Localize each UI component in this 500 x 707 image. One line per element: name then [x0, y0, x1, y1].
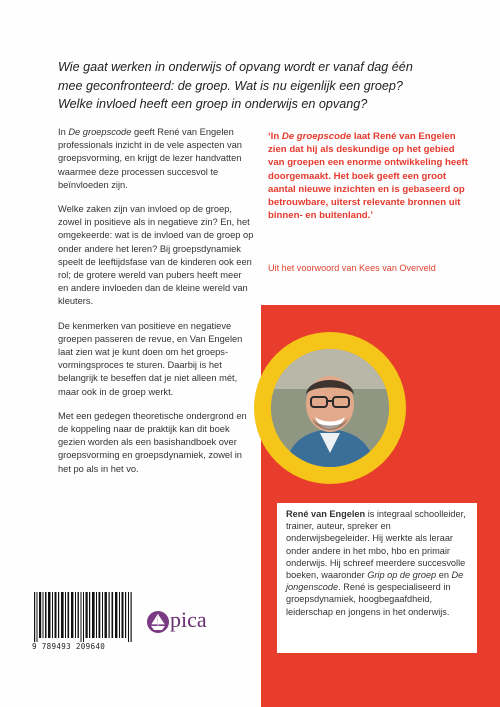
author-bio	[286, 508, 474, 618]
body-paragraph-1	[58, 126, 254, 192]
p1-rest: geeft René van Engelen professionals inzicht in de vele aspecten van groepsvorming, en krijgt de lezer handvatten waarmee deze processen succesvol te beïnvloeden zijn.	[58, 127, 242, 190]
bio-book-1: Grip op de groep	[367, 570, 437, 581]
quote-text: laat René van Engelen zien dat hij als deskundige op het gebied van groepen een enorme ontwikkeling heeft doorgemaakt. Het boek geeft een groot aantal nieuwe inzichten en is gebaseerd op betrouwbare, uiterst relevante bronnen uit binnen- en buitenland.’	[268, 131, 468, 222]
publisher-name: pica	[170, 607, 207, 632]
tagline	[58, 58, 478, 114]
barcode-icon	[30, 592, 140, 642]
bio-text-3: . René is gespecialiseerd in groepsdynamiek, hoogbegaafdheid, leiderschap en jongens in het onderwijs.	[286, 582, 451, 617]
body-text	[58, 126, 254, 487]
body-paragraph-3: De kenmerken van positieve en negatieve groepen passeren de revue, en Van Engelen laat zien wat je kunt doen om het groepsvormingsproces te sturen. Daarbij is het belangrijk te beseffen dat je niet alleen mét, maar ook in de groep werkt.	[58, 320, 243, 397]
body-paragraph-2: Welke zaken zijn van invloed op de groep, zowel in positieve als in negatieve zin? En, het omgekeerde: wat is de invloed van de groep op onder andere het leren? Bij groepsdynamiek speelt de leeftijdsfase van de kinderen ook een rol; de grotere wereld van pubers heeft meer en andere invloeden dan de kleine wereld van kleuters.	[58, 204, 254, 307]
bio-book-2: De jongenscode	[286, 570, 464, 593]
isbn: 9 789493 209640	[32, 642, 106, 651]
book-title: De groepscode	[68, 127, 132, 137]
quote	[268, 130, 468, 222]
author-name: René van Engelen	[286, 509, 366, 519]
bio-text-1: is integraal schoolleider, trainer, auteur, spreker en onderwijsbegeleider. Hij werkte als leraar onder andere in het mbo, hbo en primair onderwijs. Hij schreef meerdere succesvolle boeken, waaronder	[286, 509, 466, 581]
p1-prefix: In	[58, 127, 69, 137]
author-photo	[271, 349, 389, 467]
body-paragraph-4: Met een gedegen theoretische ondergrond en de koppeling naar de praktijk kan dit boek gezien worden als een basishandboek over groepsvorming en groepsdynamiek, zowel in het po als in het vo.	[58, 410, 247, 474]
quote-prefix: ‘In	[268, 131, 282, 142]
quote-source: Uit het voorwoord van Kees van Overveld	[268, 263, 436, 273]
author-portrait-icon	[271, 349, 389, 467]
barcode	[30, 592, 140, 654]
quote-book-title: De groepscode	[281, 131, 352, 142]
tagline-line-1: Wie gaat werken in onderwijs of opvang wordt er vanaf dag één	[58, 60, 413, 74]
tagline-line-3: Welke invloed heeft een groep in onderwijs en opvang?	[58, 97, 368, 112]
bio-text-2: en	[436, 570, 452, 581]
tagline-line-2: mee geconfronteerd: de groep. Wat is nu eigenlijk een groep?	[58, 78, 403, 93]
